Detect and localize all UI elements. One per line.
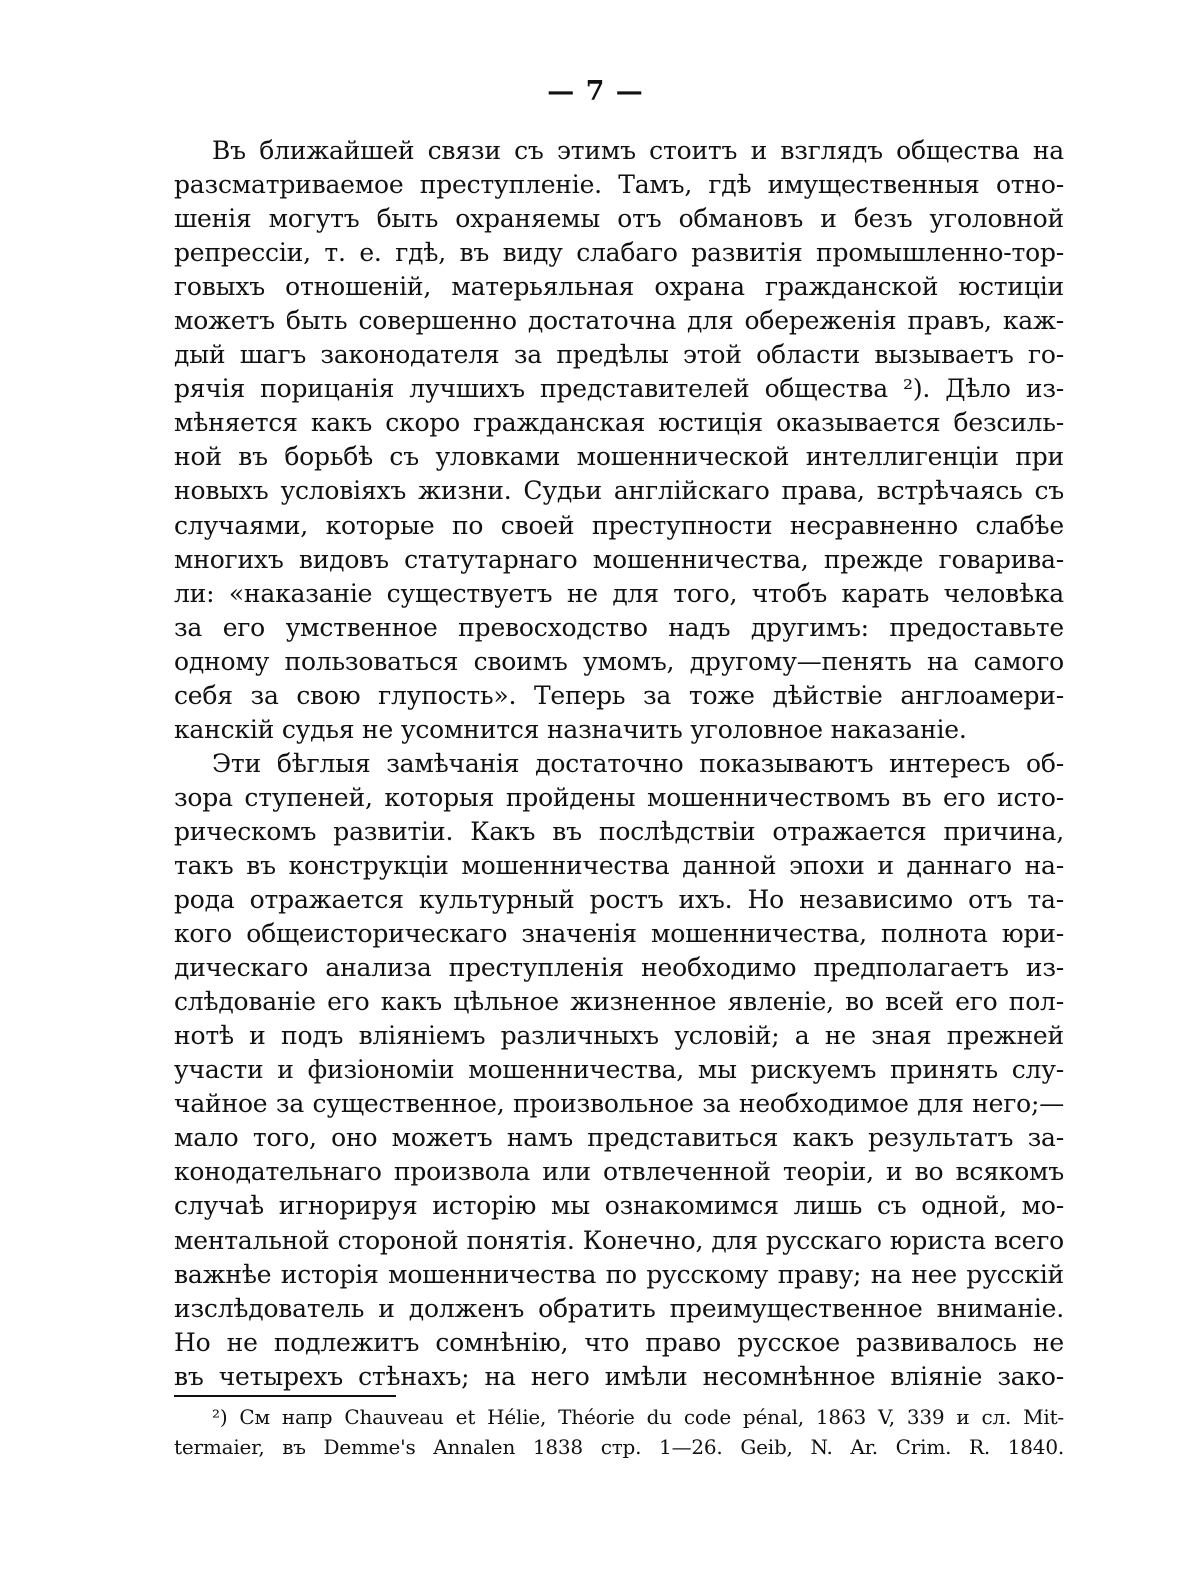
text-line: разсматриваемое преступленіе. Тамъ, гдѣ имущественныя отно- — [174, 170, 1064, 200]
text-line: одному пользоваться своимъ умомъ, другому—пенять на самого — [174, 646, 1064, 676]
paragraph-1 — [174, 134, 1064, 747]
text-line: себя за свою глупость». Теперь за тоже дѣйствіе англоамери- — [174, 680, 1064, 710]
footnote-divider — [174, 1395, 396, 1397]
body-text — [174, 134, 1064, 1394]
text-line: можетъ быть совершенно достаточна для обереженія правъ, каж- — [174, 306, 1064, 336]
page-number: — 7 — — [547, 76, 644, 107]
text-line: слѣдованіе его какъ цѣльное жизненное явленіе, во всей его пол- — [174, 987, 1064, 1017]
text-line: зора ступеней, которыя пройдены мошенничествомъ въ его исто- — [174, 782, 1064, 812]
text-line: случаями, которые по своей преступности несравненно слабѣе — [174, 510, 1064, 540]
text-line: кого общеисторическаго значенія мошенничества, полнота юри- — [174, 919, 1064, 949]
text-line: многихъ видовъ статутарнаго мошенничества, прежде говарива- — [174, 544, 1064, 574]
text-line: дическаго анализа преступленія необходимо предполагаетъ из- — [174, 953, 1064, 983]
text-line: рячія порицанія лучшихъ представителей общества ²). Дѣло из- — [174, 374, 1064, 404]
text-line: участи и физіономіи мошенничества, мы рискуемъ принять слу- — [174, 1055, 1064, 1085]
footnote-line: termaier, въ Demme's Annalen 1838 стр. 1—26. Geib, N. Ar. Crim. R. 1840. — [174, 1435, 1064, 1459]
text-line: ментальной стороной понятія. Конечно, для русскаго юриста всего — [174, 1225, 1064, 1255]
text-line: важнѣе исторія мошенничества по русскому праву; на нее русскій — [174, 1259, 1064, 1289]
text-line: чайное за существенное, произвольное за необходимое для него;— — [174, 1089, 1064, 1119]
text-line: конодательнаго произвола или отвлеченной теоріи, и во всякомъ — [174, 1157, 1064, 1187]
text-line: дый шагъ законодателя за предѣлы этой области вызываетъ го- — [174, 340, 1064, 370]
text-line: шенія могутъ быть охраняемы отъ обмановъ и безъ уголовной — [174, 204, 1064, 234]
text-line: Эти бѣглыя замѣчанія достаточно показываютъ интересъ об- — [212, 748, 1064, 778]
text-line: за его умственное превосходство надъ другимъ: предоставьте — [174, 612, 1064, 642]
text-line: канскій судья не усомнится назначить уголовное наказаніе. — [174, 714, 967, 744]
text-line: такъ въ конструкціи мошенничества данной эпохи и даннаго на- — [174, 850, 1064, 880]
text-line: случаѣ игнорируя исторію мы ознакомимся лишь съ одной, мо- — [174, 1191, 1064, 1221]
text-line: говыхъ отношеній, матерьяльная охрана гражданской юстиціи — [174, 272, 1064, 302]
text-line: нотѣ и подъ вліяніемъ различныхъ условій; а не зная прежней — [174, 1021, 1064, 1051]
text-line: Въ ближайшей связи съ этимъ стоитъ и взглядъ общества на — [212, 136, 1064, 165]
text-line: рода отражается культурный ростъ ихъ. Но независимо отъ та- — [174, 885, 1064, 915]
paragraph-2 — [174, 747, 1064, 1394]
text-line: репрессіи, т. е. гдѣ, въ виду слабаго развитія промышленно-тор- — [174, 238, 1064, 268]
text-line: ли: «наказаніе существуетъ не для того, чтобъ карать человѣка — [174, 578, 1064, 608]
text-line: новыхъ условіяхъ жизни. Судьи англійскаго права, встрѣчаясь съ — [174, 476, 1064, 506]
text-line: Но не подлежитъ сомнѣнію, что право русское развивалось не — [174, 1327, 1064, 1357]
text-line: изслѣдователь и долженъ обратить преимущественное вниманіе. — [174, 1293, 1064, 1323]
text-line: мѣняется какъ скоро гражданская юстиція оказывается безсиль- — [174, 408, 1064, 438]
text-line: въ четырехъ стѣнахъ; на него имѣли несомнѣнное вліяніе зако- — [174, 1361, 1064, 1391]
text-line: рическомъ развитіи. Какъ въ послѣдствіи отражается причина, — [174, 816, 1064, 846]
footnote-line: ²) См напр Chauveau et Hélie, Théorie du code pénal, 1863 V, 339 и сл. Mit- — [212, 1405, 1064, 1429]
footnotes — [174, 1402, 1064, 1462]
text-line: мало того, оно можетъ намъ представиться какъ результатъ за- — [174, 1123, 1064, 1153]
text-line: ной въ борьбѣ съ уловками мошеннической интеллигенціи при — [174, 442, 1064, 472]
